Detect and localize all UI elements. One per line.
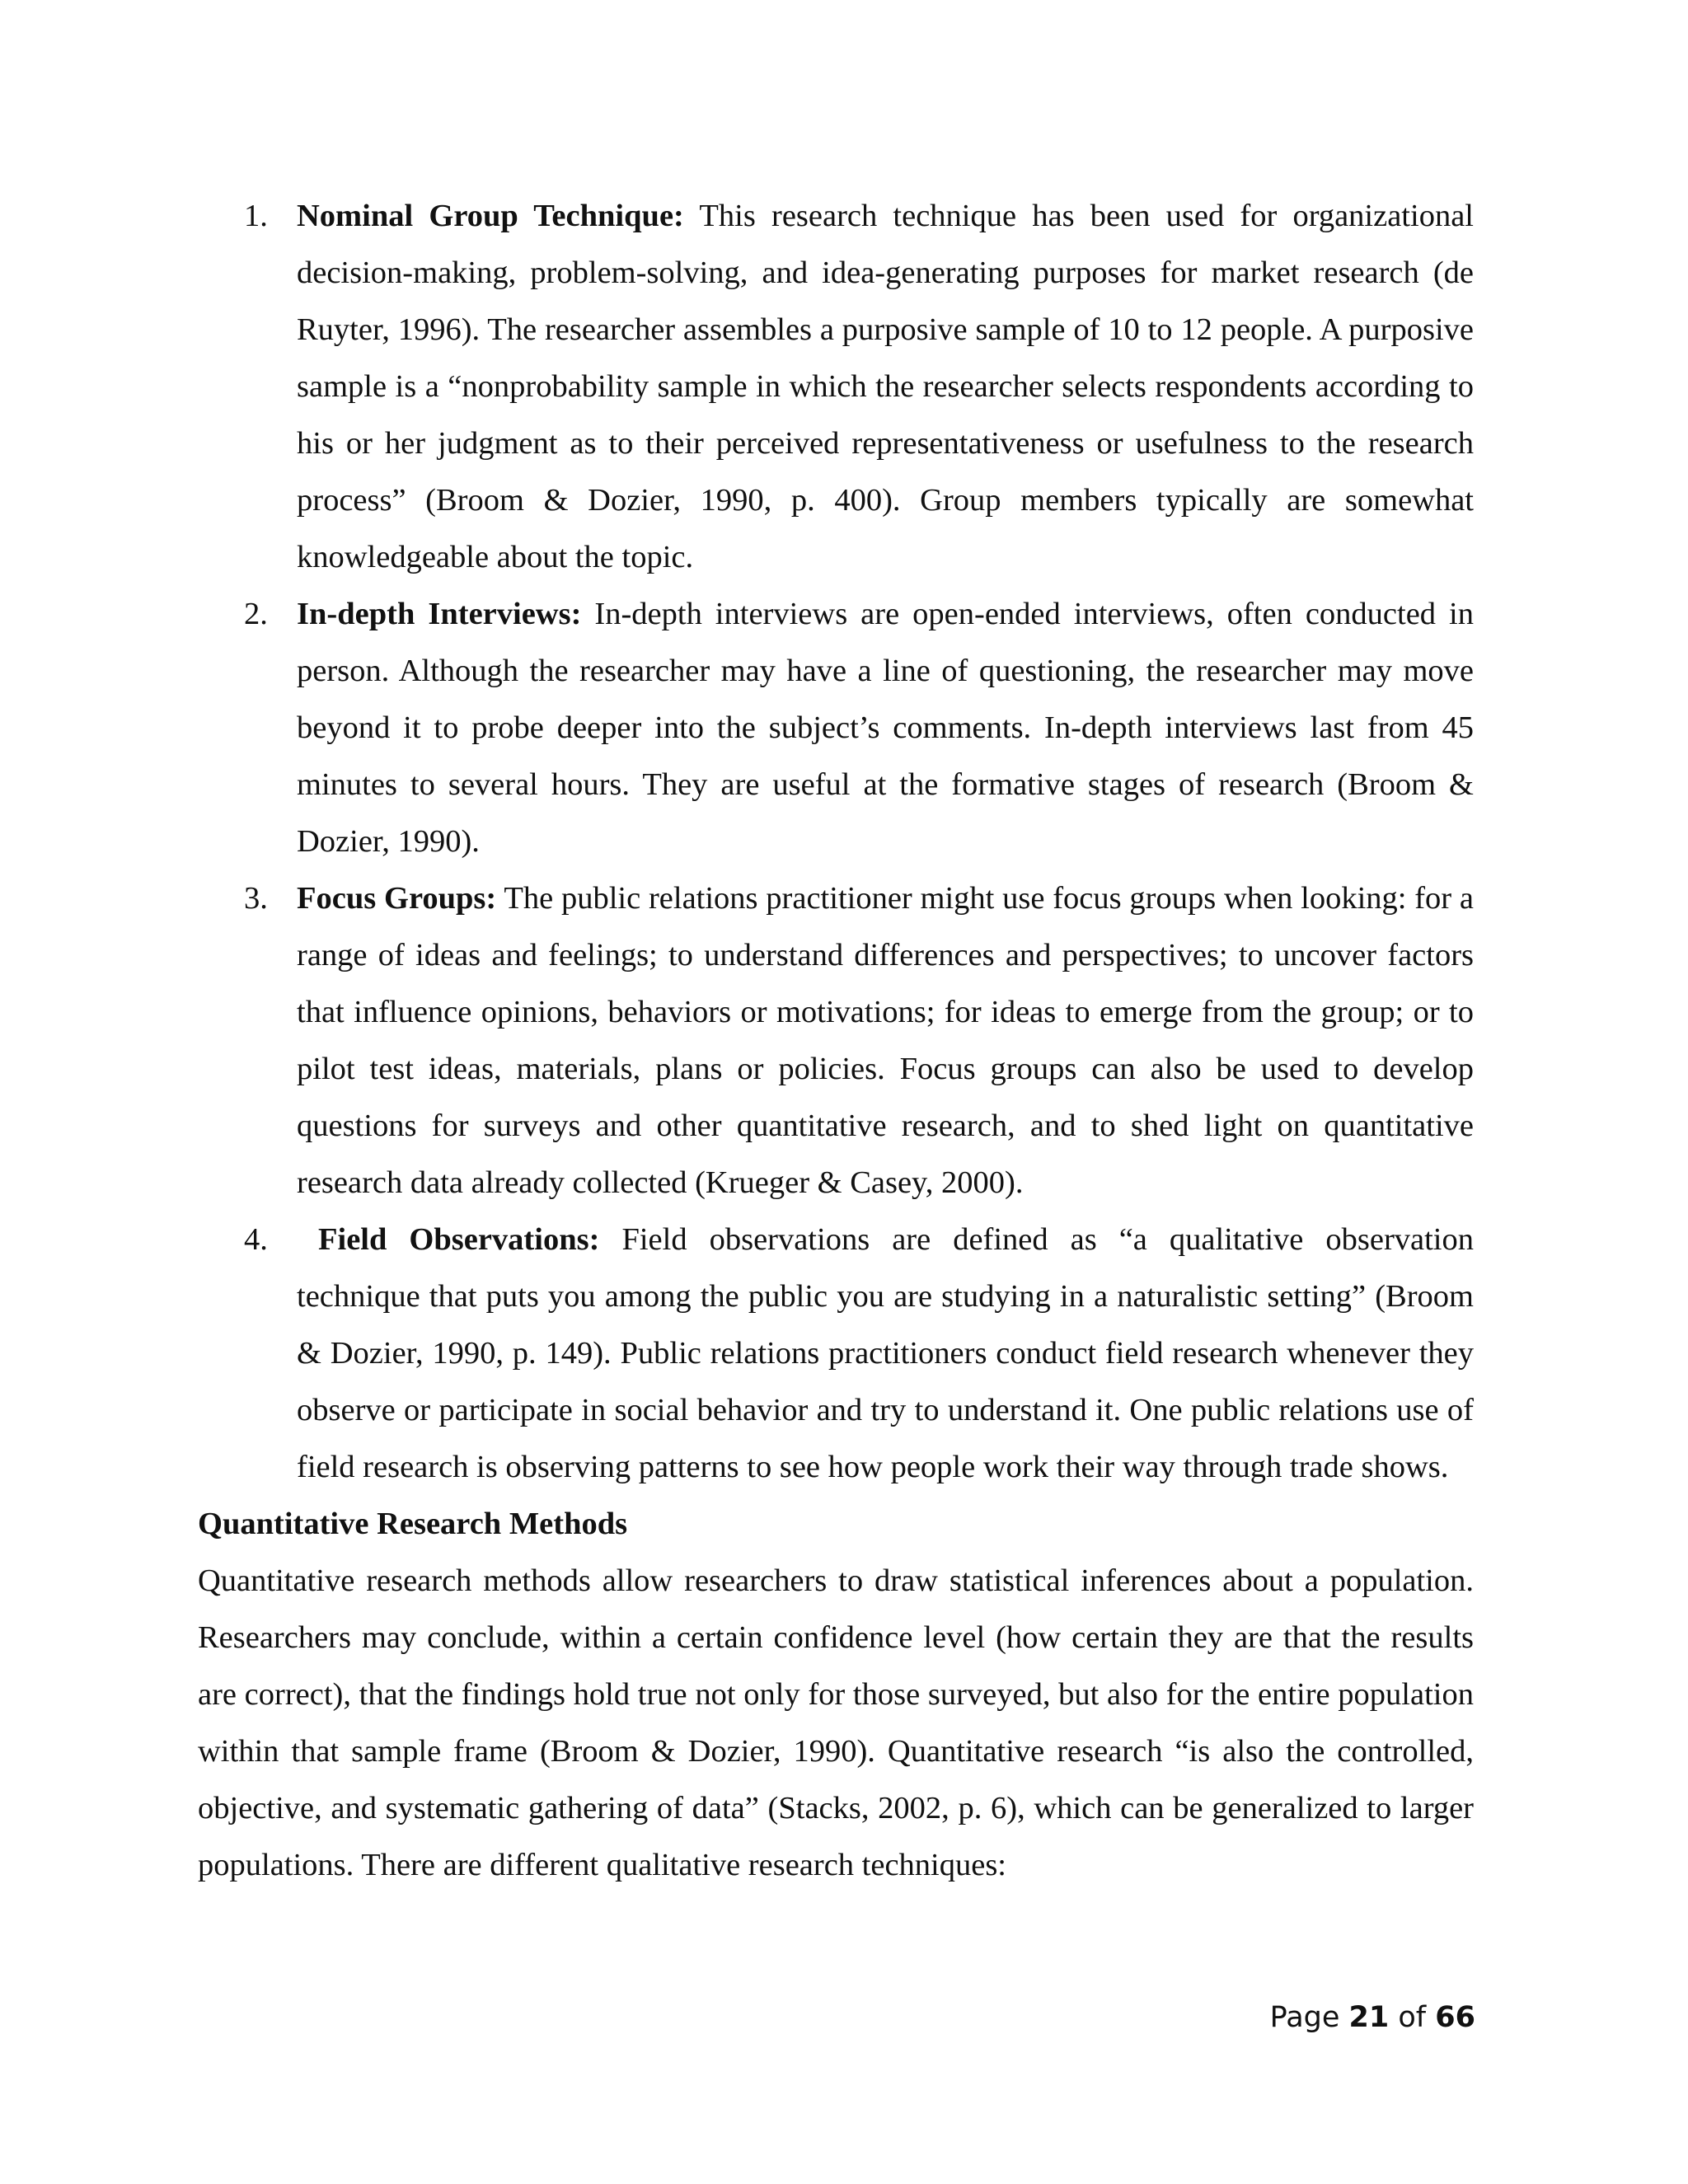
list-item (198, 1212, 1474, 1496)
total-pages: 66 (1435, 2001, 1475, 2034)
list-item-text: Field observations are defined as “a qualitative observation technique that puts you among the public you are studying in a naturalistic setting” (Broom & Dozier, 1990, p. 149). Public relations practitioners conduct field research whenever they observe or participate in social behavior and try to understand it. One public relations use of field research is observing patterns to see how people work their way through trade shows. (297, 1222, 1475, 1484)
section-body: Quantitative research methods allow researchers to draw statistical inferences about a population. Researchers may conclude, within a certain confidence level (how certain they are that the results are correct), that the findings hold true not only for those surveyed, but also for the entire population within that sample frame (Broom & Dozier, 1990). Quantitative research “is also the controlled, objective, and systematic gathering of data” (Stacks, 2002, p. 6), which can be generalized to larger populations. There are different qualitative research techniques: (198, 1563, 1474, 1882)
list-item (198, 586, 1474, 870)
list-item-text: In-depth interviews are open-ended interviews, often conducted in person. Although the researcher may have a line of questioning, the researcher may move beyond it to probe deeper into the subject’s comments. In-depth interviews last from 45 minutes to several hours. They are useful at the formative stages of research (Broom & Dozier, 1990). (297, 597, 1474, 859)
list-item-title: Field Observations: (318, 1222, 600, 1257)
section-heading: Quantitative Research Methods (198, 1507, 628, 1541)
list-item-text: The public relations practitioner might use focus groups when looking: for a range of ideas and feelings; to understand differences and perspectives; to uncover factors that influence opinions, behaviors or motivations; for ideas to emerge from the group; or to pilot test ideas, materials, plans or policies. Focus groups can also be used to develop questions for surveys and other quantitative research, and to shed light on quantitative research data already collected (Krueger & Casey, 2000). (297, 881, 1474, 1200)
page-number: 21 (1348, 2001, 1390, 2034)
list-item (198, 188, 1474, 586)
list-item-number: 3. (244, 881, 268, 916)
page-label: Page (1269, 2001, 1340, 2034)
list-item-text: This research technique has been used for organizational decision-making, problem-solving, and idea-generating purposes for market research (de Ruyter, 1996). The researcher assembles a purposive sample of 10 to 12 people. A purposive sample is a “nonprobability sample in which the researcher selects respondents according to his or her judgment as to their perceived representativeness or usefulness to the research process” (Broom & Dozier, 1990, p. 400). Group members typically are somewhat knowledgeable about the topic. (297, 199, 1474, 574)
page-footer (1270, 2001, 1475, 2034)
list-item (198, 870, 1474, 1212)
page-content (198, 188, 1474, 1894)
list-item-title: In-depth Interviews: (297, 597, 582, 631)
list-item-title: Focus Groups: (297, 881, 497, 916)
list-item-title: Nominal Group Technique: (297, 199, 684, 233)
research-methods-list (198, 188, 1474, 1496)
list-item-number: 1. (244, 199, 268, 233)
of-label: of (1398, 2001, 1427, 2034)
list-item-number: 2. (244, 597, 268, 631)
list-item-number: 4. (244, 1222, 268, 1257)
